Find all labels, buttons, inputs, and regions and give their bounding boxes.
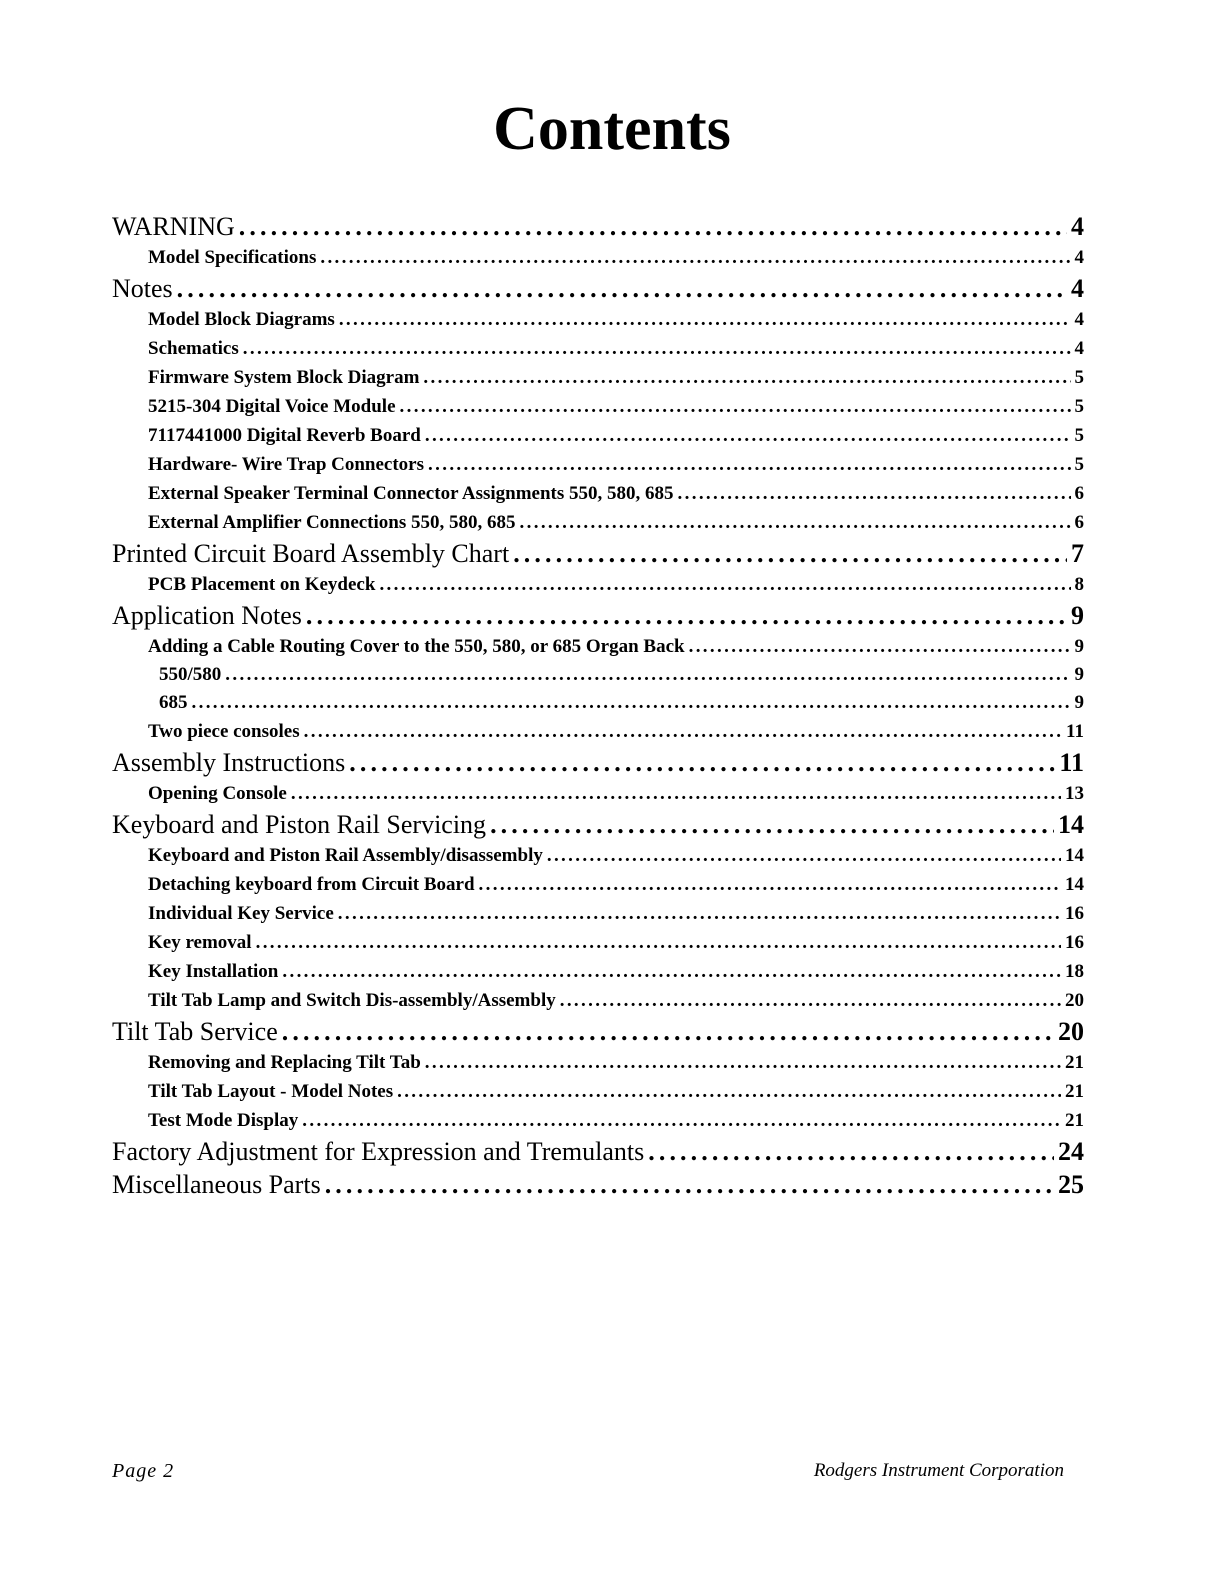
toc-entry[interactable] (112, 632, 1084, 661)
toc-entry[interactable] (112, 899, 1084, 928)
toc-entry[interactable] (112, 1136, 1084, 1168)
toc-dot-leader (689, 632, 1071, 661)
toc-dot-leader (325, 1169, 1054, 1201)
toc-entry-page-number: 9 (1074, 692, 1084, 713)
toc-entry-page-number: 14 (1065, 874, 1084, 895)
toc-entry-page-number: 21 (1065, 1052, 1084, 1073)
toc-entry[interactable] (112, 305, 1084, 334)
toc-entry-page-number: 4 (1074, 309, 1084, 330)
toc-entry[interactable] (112, 1048, 1084, 1077)
toc-entry[interactable] (112, 689, 1084, 717)
toc-dot-leader (320, 243, 1070, 272)
toc-entry-title: Printed Circuit Board Assembly Chart (112, 539, 510, 568)
toc-entry-title: Removing and Replacing Tilt Tab (148, 1052, 421, 1073)
toc-dot-leader (338, 899, 1061, 928)
toc-dot-leader (560, 986, 1061, 1015)
toc-entry[interactable] (112, 1106, 1084, 1135)
toc-entry-title: Application Notes (112, 601, 302, 630)
toc-entry-page-number: 9 (1071, 601, 1084, 630)
toc-entry[interactable] (112, 1077, 1084, 1106)
toc-entry-page-number: 4 (1071, 212, 1084, 241)
toc-entry-title: Tilt Tab Lamp and Switch Dis-assembly/Assembly (148, 990, 556, 1011)
toc-dot-leader (302, 1106, 1061, 1135)
toc-entry[interactable] (112, 421, 1084, 450)
toc-dot-leader (243, 334, 1071, 363)
toc-entry-title: External Amplifier Connections 550, 580, 685 (148, 512, 516, 533)
toc-entry-title: Two piece consoles (148, 721, 300, 742)
toc-dot-leader (304, 717, 1062, 746)
toc-entry-title: Opening Console (148, 783, 287, 804)
toc-dot-leader (225, 661, 1070, 689)
toc-entry-page-number: 20 (1065, 990, 1084, 1011)
toc-entry[interactable] (112, 600, 1084, 632)
toc-entry-page-number: 16 (1065, 932, 1084, 953)
toc-dot-leader (547, 841, 1061, 870)
toc-dot-leader (678, 479, 1071, 508)
toc-entry-page-number: 8 (1074, 574, 1084, 595)
toc-entry-title: Notes (112, 274, 173, 303)
toc-entry-page-number: 5 (1074, 425, 1084, 446)
toc-entry[interactable] (112, 273, 1084, 305)
toc-entry[interactable] (112, 661, 1084, 689)
toc-dot-leader (648, 1136, 1054, 1168)
toc-entry-title: Hardware- Wire Trap Connectors (148, 454, 425, 475)
toc-entry-title: Miscellaneous Parts (112, 1170, 321, 1199)
toc-entry[interactable] (112, 870, 1084, 899)
toc-entry-title: Test Mode Display (148, 1110, 299, 1131)
toc-dot-leader (520, 508, 1071, 537)
toc-entry-title: Tilt Tab Service (112, 1017, 278, 1046)
toc-entry-title: Model Block Diagrams (148, 309, 335, 330)
toc-entry-title: External Speaker Terminal Connector Assignments 550, 580, 685 (148, 483, 674, 504)
toc-dot-leader (256, 928, 1061, 957)
toc-entry-page-number: 7 (1071, 539, 1084, 568)
toc-entry-page-number: 4 (1074, 247, 1084, 268)
toc-entry-title: Schematics (148, 338, 239, 359)
toc-entry-title: 685 (159, 692, 188, 713)
toc-entry-title: WARNING (112, 212, 235, 241)
toc-entry-page-number: 9 (1074, 664, 1084, 685)
toc-entry[interactable] (112, 841, 1084, 870)
toc-dot-leader (192, 689, 1071, 717)
toc-entry-title: Detaching keyboard from Circuit Board (148, 874, 475, 895)
toc-dot-leader (379, 570, 1070, 599)
toc-dot-leader (397, 1077, 1061, 1106)
toc-entry-page-number: 9 (1074, 636, 1084, 657)
toc-entry[interactable] (112, 479, 1084, 508)
toc-entry[interactable] (112, 928, 1084, 957)
toc-entry-title: Assembly Instructions (112, 748, 346, 777)
toc-dot-leader (349, 747, 1055, 779)
toc-entry-title: PCB Placement on Keydeck (148, 574, 376, 595)
toc-entry-page-number: 16 (1065, 903, 1084, 924)
toc-entry[interactable] (112, 779, 1084, 808)
toc-entry[interactable] (112, 809, 1084, 841)
toc-entry[interactable] (112, 363, 1084, 392)
toc-entry[interactable] (112, 211, 1084, 243)
toc-entry-title: Individual Key Service (148, 903, 334, 924)
toc-entry[interactable] (112, 957, 1084, 986)
toc-entry[interactable] (112, 538, 1084, 570)
toc-dot-leader (306, 600, 1067, 632)
toc-entry-title: 550/580 (159, 664, 222, 685)
toc-entry-page-number: 21 (1065, 1081, 1084, 1102)
toc-entry-page-number: 24 (1058, 1137, 1084, 1166)
toc-entry[interactable] (112, 986, 1084, 1015)
toc-entry-title: Key removal (148, 932, 252, 953)
toc-entry-page-number: 6 (1074, 512, 1084, 533)
toc-dot-leader (425, 421, 1071, 450)
toc-entry-title: Firmware System Block Diagram (148, 367, 420, 388)
toc-entry-title: Model Specifications (148, 247, 317, 268)
toc-entry-page-number: 6 (1074, 483, 1084, 504)
toc-entry-page-number: 5 (1074, 396, 1084, 417)
toc-entry[interactable] (112, 392, 1084, 421)
toc-entry-title: Keyboard and Piston Rail Servicing (112, 810, 487, 839)
page-title: Contents (493, 95, 731, 163)
toc-entry-page-number: 14 (1058, 810, 1084, 839)
toc-dot-leader (282, 957, 1061, 986)
toc-dot-leader (400, 392, 1071, 421)
toc-entry[interactable] (112, 747, 1084, 779)
toc-dot-leader (239, 211, 1067, 243)
toc-entry[interactable] (112, 450, 1084, 479)
toc-entry[interactable] (112, 334, 1084, 363)
toc-dot-leader (428, 450, 1070, 479)
table-of-contents (112, 210, 1084, 1201)
toc-dot-leader (339, 305, 1071, 334)
toc-dot-leader (423, 363, 1070, 392)
toc-dot-leader (177, 273, 1067, 305)
toc-entry-title: Tilt Tab Layout - Model Notes (148, 1081, 394, 1102)
toc-dot-leader (425, 1048, 1061, 1077)
toc-entry-page-number: 4 (1074, 338, 1084, 359)
toc-entry-page-number: 5 (1074, 367, 1084, 388)
toc-entry-title: 7117441000 Digital Reverb Board (148, 425, 421, 446)
footer-company: Rodgers Instrument Corporation (813, 1460, 1064, 1481)
toc-dot-leader (479, 870, 1061, 899)
toc-entry-page-number: 11 (1059, 748, 1084, 777)
toc-dot-leader (490, 809, 1054, 841)
toc-entry-page-number: 25 (1058, 1170, 1084, 1199)
toc-entry-page-number: 5 (1074, 454, 1084, 475)
toc-entry[interactable] (112, 570, 1084, 599)
toc-entry-page-number: 20 (1058, 1017, 1084, 1046)
toc-entry-page-number: 14 (1065, 845, 1084, 866)
toc-entry[interactable] (112, 717, 1084, 746)
toc-entry-title: Factory Adjustment for Expression and Tremulants (112, 1137, 645, 1166)
toc-entry-page-number: 11 (1066, 721, 1084, 742)
toc-entry[interactable] (112, 1169, 1084, 1201)
toc-dot-leader (282, 1016, 1054, 1048)
toc-dot-leader (291, 779, 1061, 808)
toc-entry-title: Keyboard and Piston Rail Assembly/disassembly (148, 845, 543, 866)
footer-page-number: Page 2 (112, 1460, 175, 1482)
toc-entry-title: Key Installation (148, 961, 279, 982)
toc-dot-leader (513, 538, 1067, 570)
toc-entry-page-number: 4 (1071, 274, 1084, 303)
toc-entry[interactable] (112, 243, 1084, 272)
toc-entry-page-number: 13 (1065, 783, 1084, 804)
toc-entry[interactable] (112, 1016, 1084, 1048)
toc-entry-title: Adding a Cable Routing Cover to the 550, 580, or 685 Organ Back (148, 636, 685, 657)
toc-entry-page-number: 21 (1065, 1110, 1084, 1131)
toc-entry-title: 5215-304 Digital Voice Module (148, 396, 396, 417)
toc-entry-page-number: 18 (1065, 961, 1084, 982)
toc-entry[interactable] (112, 508, 1084, 537)
